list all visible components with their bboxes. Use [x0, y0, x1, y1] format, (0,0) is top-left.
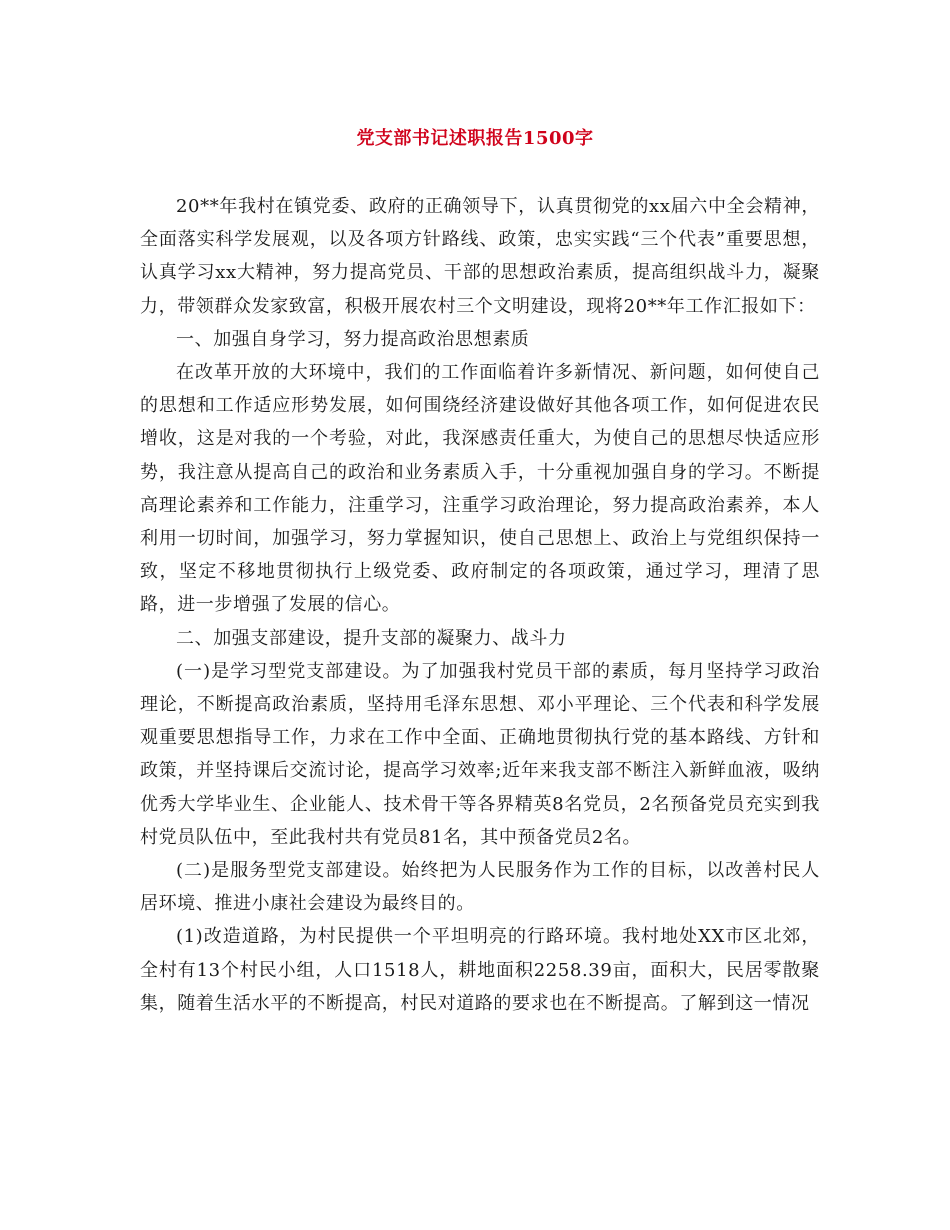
paragraph-road-improvement: (1)改造道路，为村民提供一个平坦明亮的行路环境。我村地处XX市区北郊，全村有13个村民小组，人口1518人，耕地面积2258.39亩，面积大，民居零散聚集，随着生活水平的不断提高，村民对道路的要求也在不断提高。了解到这一情况 — [140, 926, 820, 1014]
paragraph-intro: 20**年我村在镇党委、政府的正确领导下，认真贯彻党的xx届六中全会精神，全面落实科学发展观，以及各项方针路线、政策，忠实实践“三个代表”重要思想，认真学习xx大精神，努力提高党员、干部的思想政治素质，提高组织战斗力，凝聚力，带领群众发家致富，积极开展农村三个文明建设，现将20**年工作汇报如下： — [140, 196, 820, 317]
section-heading-1: 一、加强自身学习，努力提高政治思想素质 — [176, 328, 530, 350]
paragraph-learning-branch: (一)是学习型党支部建设。为了加强我村党员干部的素质，每月坚持学习政治理论，不断提高政治素质，坚持用毛泽东思想、邓小平理论、三个代表和科学发展观重要思想指导工作，力求在工作中全面、正确地贯彻执行党的基本路线、方针和政策，并坚持课后交流讨论，提高学习效率;近年来我支部不断注入新鲜血液，吸纳优秀大学毕业生、企业能人、技术骨干等各界精英8名党员，2名预备党员充实到我村党员队伍中，至此我村共有党员81名，其中预备党员2名。 — [140, 660, 820, 848]
document-title: 党支部书记述职报告1500字 — [356, 128, 594, 149]
section-heading-2: 二、加强支部建设，提升支部的凝聚力、战斗力 — [176, 627, 567, 649]
document-body — [140, 190, 820, 1020]
paragraph-self-study: 在改革开放的大环境中，我们的工作面临着许多新情况、新问题，如何使自己的思想和工作适应形势发展，如何围绕经济建设做好其他各项工作，如何促进农民增收，这是对我的一个考验，对此，我深感责任重大，为使自己的思想尽快适应形势，我注意从提高自己的政治和业务素质入手，十分重视加强自身的学习。不断提高理论素养和工作能力，注重学习，注重学习政治理论，努力提高政治素养，本人利用一切时间，加强学习，努力掌握知识，使自己思想上、政治上与党组织保持一致，坚定不移地贯彻执行上级党委、政府制定的各项政策，通过学习，理清了思路，进一步增强了发展的信心。 — [140, 362, 820, 616]
paragraph-service-branch: (二)是服务型党支部建设。始终把为人民服务作为工作的目标，以改善村民人居环境、推进小康社会建设为最终目的。 — [140, 860, 820, 915]
